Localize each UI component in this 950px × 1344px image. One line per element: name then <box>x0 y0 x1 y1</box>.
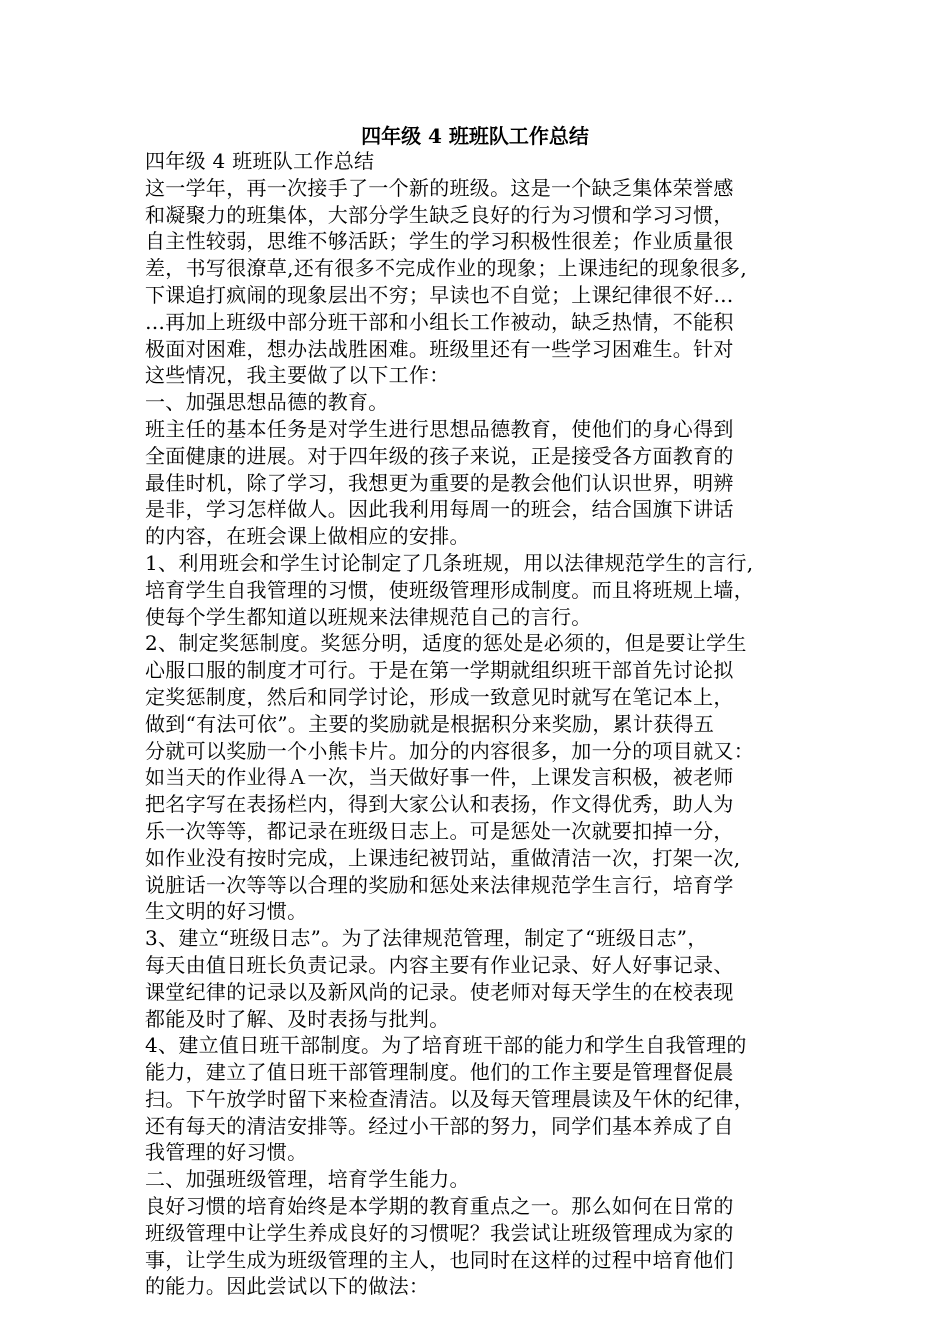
text-line: 和凝聚力的班集体，大部分学生缺乏良好的行为习惯和学习习惯， <box>145 202 734 227</box>
text-line: 扫。下午放学时留下来检查清洁。以及每天管理晨读及午休的纪律， <box>145 1086 754 1111</box>
text-line: 极面对困难，想办法战胜困难。班级里还有一些学习困难生。针对 <box>145 336 734 361</box>
document-body <box>145 148 815 1300</box>
text-line: 2、制定奖惩制度。奖惩分明，适度的惩处是必须的，但是要让学生 <box>145 631 747 656</box>
text-line: 如当天的作业得Ａ一次，当天做好事一件，上课发言积极，被老师 <box>145 765 734 790</box>
text-line: 把名字写在表扬栏内，得到大家公认和表扬，作文得优秀，助人为 <box>145 792 734 817</box>
text-line: 定奖惩制度，然后和同学讨论，形成一致意见时就写在笔记本上， <box>145 684 734 709</box>
text-line: 培育学生自我管理的习惯，使班级管理形成制度。而且将班规上墙， <box>145 577 754 602</box>
text-line: 心服口服的制度才可行。于是在第一学期就组织班干部首先讨论拟 <box>145 658 734 683</box>
text-line: 乐一次等等，都记录在班级日志上。可是惩处一次就要扣掉一分， <box>145 818 734 843</box>
text-line: 最佳时机，除了学习，我想更为重要的是教会他们认识世界，明辨 <box>145 470 734 495</box>
text-line: 做到“有法可依”。主要的奖励就是根据积分来奖励，累计获得五 <box>145 711 715 736</box>
text-line: 事，让学生成为班级管理的主人，也同时在这样的过程中培育他们 <box>145 1247 734 1272</box>
text-line: 还有每天的清洁安排等。经过小干部的努力，同学们基本养成了自 <box>145 1113 734 1138</box>
text-line: 班主任的基本任务是对学生进行思想品德教育，使他们的身心得到 <box>145 416 734 441</box>
text-line: 能力，建立了值日班干部管理制度。他们的工作主要是管理督促晨 <box>145 1060 734 1085</box>
text-line: 班级管理中让学生养成良好的习惯呢？我尝试让班级管理成为家的 <box>145 1220 734 1245</box>
text-line: 我管理的好习惯。 <box>145 1140 308 1165</box>
text-line: 分就可以奖励一个小熊卡片。加分的内容很多，加一分的项目就又： <box>145 738 754 763</box>
text-line: 这些情况，我主要做了以下工作： <box>145 363 450 388</box>
text-line: 如作业没有按时完成，上课违纪被罚站，重做清洁一次，打架一次, <box>145 845 741 870</box>
text-line: 使每个学生都知道以班规来法律规范自己的言行。 <box>145 604 592 629</box>
text-line: 的内容，在班会课上做相应的安排。 <box>145 524 470 549</box>
section-heading: 二、加强班级管理，培育学生能力。 <box>145 1167 470 1192</box>
text-line: …再加上班级中部分班干部和小组长工作被动，缺乏热情，不能积 <box>145 309 734 334</box>
text-line: 是非，学习怎样做人。因此我利用每周一的班会，结合国旗下讲话 <box>145 497 734 522</box>
text-line: 1、利用班会和学生讨论制定了几条班规，用以法律规范学生的言行, <box>145 550 754 575</box>
text-line: 自主性较弱，思维不够活跃；学生的学习积极性很差；作业质量很 <box>145 229 734 254</box>
text-line: 都能及时了解、及时表扬与批判。 <box>145 1006 450 1031</box>
text-line: 四年级 4 班班队工作总结 <box>145 149 375 173</box>
text-line: 的能力。因此尝试以下的做法： <box>145 1274 430 1299</box>
section-heading: 一、加强思想品德的教育。 <box>145 390 389 415</box>
text-line: 4、建立值日班干部制度。为了培育班干部的能力和学生自我管理的 <box>145 1033 747 1058</box>
text-line: 生文明的好习惯。 <box>145 899 308 924</box>
text-line: 良好习惯的培育始终是本学期的教育重点之一。那么如何在日常的 <box>145 1194 734 1219</box>
text-line: 下课追打疯闹的现象层出不穷；早读也不自觉；上课纪律很不好… <box>145 282 734 307</box>
text-line: 课堂纪律的记录以及新风尚的记录。使老师对每天学生的在校表现 <box>145 979 734 1004</box>
text-line: 全面健康的进展。对于四年级的孩子来说，正是接受各方面教育的 <box>145 443 734 468</box>
text-line: 这一学年，再一次接手了一个新的班级。这是一个缺乏集体荣誉感 <box>145 175 734 200</box>
document-title: 四年级 4 班班队工作总结 <box>361 124 589 148</box>
text-line: 每天由值日班长负责记录。内容主要有作业记录、好人好事记录、 <box>145 952 734 977</box>
text-line: 说脏话一次等等以合理的奖励和惩处来法律规范学生言行，培育学 <box>145 872 734 897</box>
text-line: 差，书写很潦草,还有很多不完成作业的现象；上课违纪的现象很多, <box>145 256 748 281</box>
text-line: 3、建立“班级日志”。为了法律规范管理，制定了“班级日志”， <box>145 926 708 951</box>
